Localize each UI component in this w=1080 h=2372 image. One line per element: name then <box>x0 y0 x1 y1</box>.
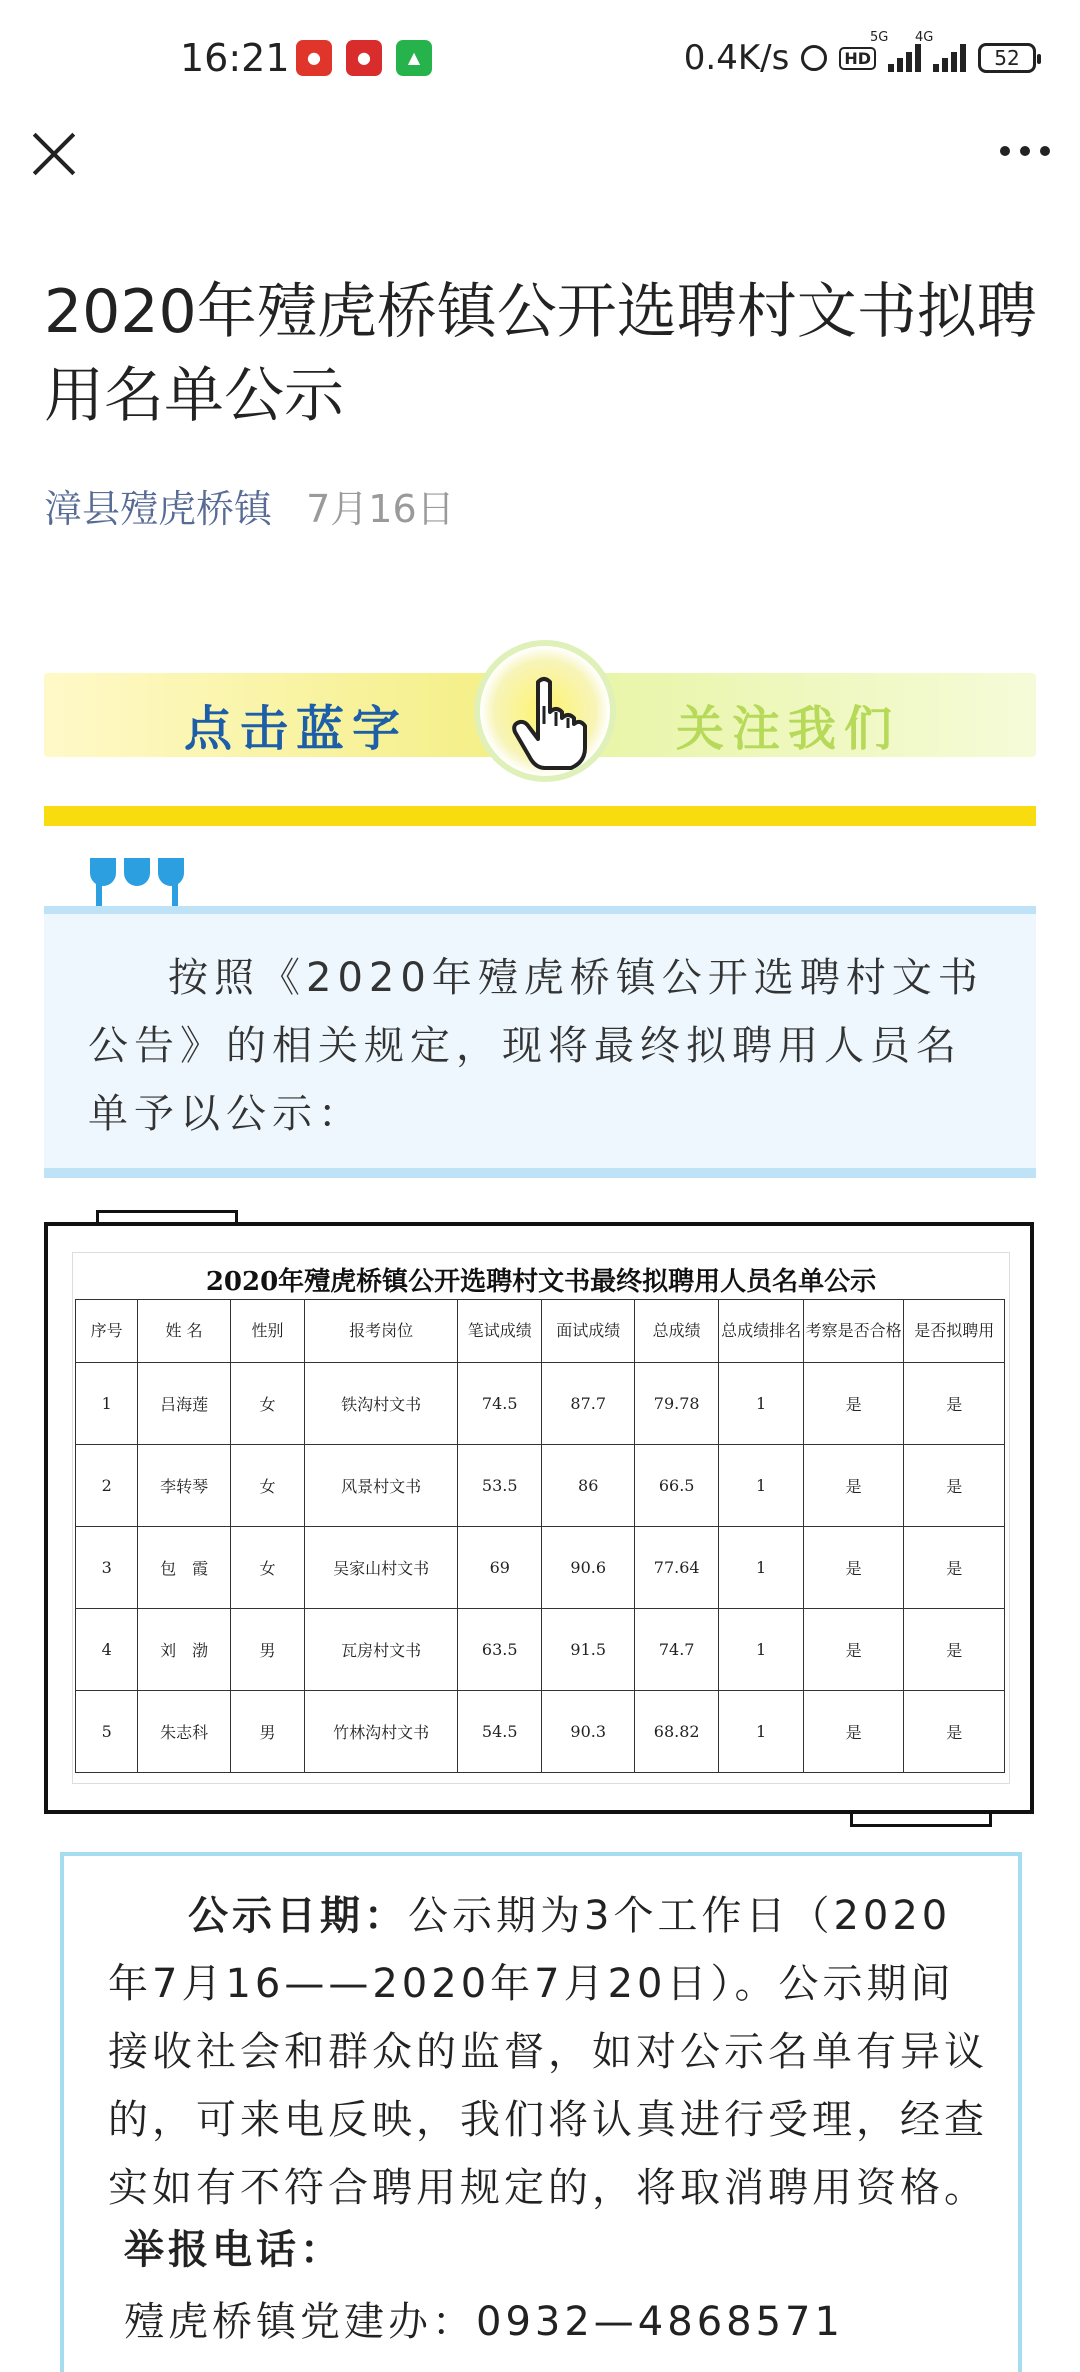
cell: 79.78 <box>634 1363 718 1445</box>
cell: 女 <box>230 1527 304 1609</box>
cell: 吴家山村文书 <box>305 1527 458 1609</box>
status-time: 16:21 <box>180 36 290 80</box>
cell: 91.5 <box>542 1609 634 1691</box>
net-speed: 0.4K/s <box>683 38 790 78</box>
more-icon[interactable] <box>1000 146 1050 156</box>
cell: 风景村文书 <box>305 1445 458 1527</box>
table-row <box>76 1609 1005 1691</box>
tip-label: 举报电话： <box>124 2227 344 2273</box>
cell: 是 <box>803 1363 904 1445</box>
header-cell: 序号 <box>76 1300 138 1363</box>
table-row <box>76 1691 1005 1773</box>
cell: 刘 渤 <box>138 1609 230 1691</box>
close-icon[interactable] <box>30 130 78 178</box>
sim2-label: 4G <box>915 30 934 45</box>
cell: 1 <box>719 1527 803 1609</box>
cell: 1 <box>76 1363 138 1445</box>
status-bar <box>0 0 1080 120</box>
cell: 是 <box>904 1609 1005 1691</box>
header-cell: 笔试成绩 <box>458 1300 542 1363</box>
cell: 77.64 <box>634 1527 718 1609</box>
divider-bar <box>44 806 1036 826</box>
cell: 女 <box>230 1363 304 1445</box>
cell: 69 <box>458 1527 542 1609</box>
header-cell: 总成绩 <box>634 1300 718 1363</box>
cell: 是 <box>803 1445 904 1527</box>
cell: 男 <box>230 1691 304 1773</box>
cell: 是 <box>904 1445 1005 1527</box>
cell: 90.3 <box>542 1691 634 1773</box>
table-row <box>76 1363 1005 1445</box>
table-title: 2020年殪虎桥镇公开选聘村文书最终拟聘用人员名单公示 <box>205 1267 877 1297</box>
cell: 吕海莲 <box>138 1363 230 1445</box>
cell: 86 <box>542 1445 634 1527</box>
header-cell: 姓 名 <box>138 1300 230 1363</box>
cell: 53.5 <box>458 1445 542 1527</box>
cell: 瓦房村文书 <box>305 1609 458 1691</box>
cell: 包 霞 <box>138 1527 230 1609</box>
cell: 2 <box>76 1445 138 1527</box>
cell: 54.5 <box>458 1691 542 1773</box>
cell: 66.5 <box>634 1445 718 1527</box>
article-title: 2020年殪虎桥镇公开选聘村文书拟聘用名单公示 <box>44 277 1037 431</box>
follow-banner[interactable] <box>44 640 1036 790</box>
cell: 是 <box>803 1691 904 1773</box>
sim1-label: 5G <box>870 30 889 45</box>
cell: 1 <box>719 1609 803 1691</box>
cell: 女 <box>230 1445 304 1527</box>
header-cell: 报考岗位 <box>305 1300 458 1363</box>
notice-paragraph <box>108 1882 988 2222</box>
app-icon-green: ▲ <box>396 40 432 76</box>
battery-icon: 52 <box>978 43 1036 73</box>
header-cell: 是否拟聘用 <box>904 1300 1005 1363</box>
cell: 68.82 <box>634 1691 718 1773</box>
hand-pointer-icon <box>474 640 616 782</box>
cell: 铁沟村文书 <box>305 1363 458 1445</box>
alarm-icon <box>801 45 827 71</box>
article-meta <box>44 478 455 533</box>
notice-text: 公示期为3个工作日（2020年7月16——2020年7月20日）。公示期间接收社会和群众的监督，如对公示名单有异议的，可来电反映，我们将认真进行受理，经查实如有不符合聘用规定的，将取消聘用资格。 <box>108 1893 988 2211</box>
cell: 3 <box>76 1527 138 1609</box>
cell: 74.7 <box>634 1609 718 1691</box>
cell: 1 <box>719 1691 803 1773</box>
cell: 是 <box>904 1527 1005 1609</box>
cell: 李转琴 <box>138 1445 230 1527</box>
cell: 朱志科 <box>138 1691 230 1773</box>
intro-box <box>44 906 1036 1178</box>
app-icon-red-2: ● <box>346 40 382 76</box>
header-cell: 性别 <box>230 1300 304 1363</box>
signal-4g-icon <box>915 30 966 72</box>
cell: 74.5 <box>458 1363 542 1445</box>
header-cell: 考察是否合格 <box>803 1300 904 1363</box>
author-link[interactable]: 漳县殪虎桥镇 <box>44 487 273 531</box>
notice-label: 公示日期： <box>188 1893 408 1939</box>
awning-icon <box>90 858 190 908</box>
cell: 是 <box>803 1609 904 1691</box>
table-row <box>76 1527 1005 1609</box>
cell: 5 <box>76 1691 138 1773</box>
header-cell: 面试成绩 <box>542 1300 634 1363</box>
cell: 是 <box>904 1691 1005 1773</box>
cell: 90.6 <box>542 1527 634 1609</box>
tip-phone[interactable]: 殪虎桥镇党建办：0932—4868571 <box>124 2299 844 2345</box>
cell: 4 <box>76 1609 138 1691</box>
candidate-table <box>75 1299 1005 1773</box>
publish-date: 7月16日 <box>306 487 455 531</box>
hd-badge: HD <box>839 47 876 70</box>
cell: 63.5 <box>458 1609 542 1691</box>
cell: 87.7 <box>542 1363 634 1445</box>
intro-text: 按照《2020年殪虎桥镇公开选聘村文书公告》的相关规定，现将最终拟聘用人员名单予以公示： <box>88 955 984 1137</box>
signal-5g-icon <box>870 30 921 72</box>
cell: 1 <box>719 1445 803 1527</box>
banner-right-label: 关注我们 <box>676 701 901 757</box>
cell: 1 <box>719 1363 803 1445</box>
cell: 男 <box>230 1609 304 1691</box>
table-row <box>76 1445 1005 1527</box>
table-image[interactable] <box>72 1252 1010 1784</box>
header-cell: 总成绩排名 <box>719 1300 803 1363</box>
table-header-row <box>76 1300 1005 1363</box>
banner-left-label: 点击蓝字 <box>184 701 409 757</box>
cell: 是 <box>803 1527 904 1609</box>
app-icon-red: ● <box>296 40 332 76</box>
frame-tab-bottom <box>850 1814 992 1827</box>
cell: 是 <box>904 1363 1005 1445</box>
cell: 竹林沟村文书 <box>305 1691 458 1773</box>
